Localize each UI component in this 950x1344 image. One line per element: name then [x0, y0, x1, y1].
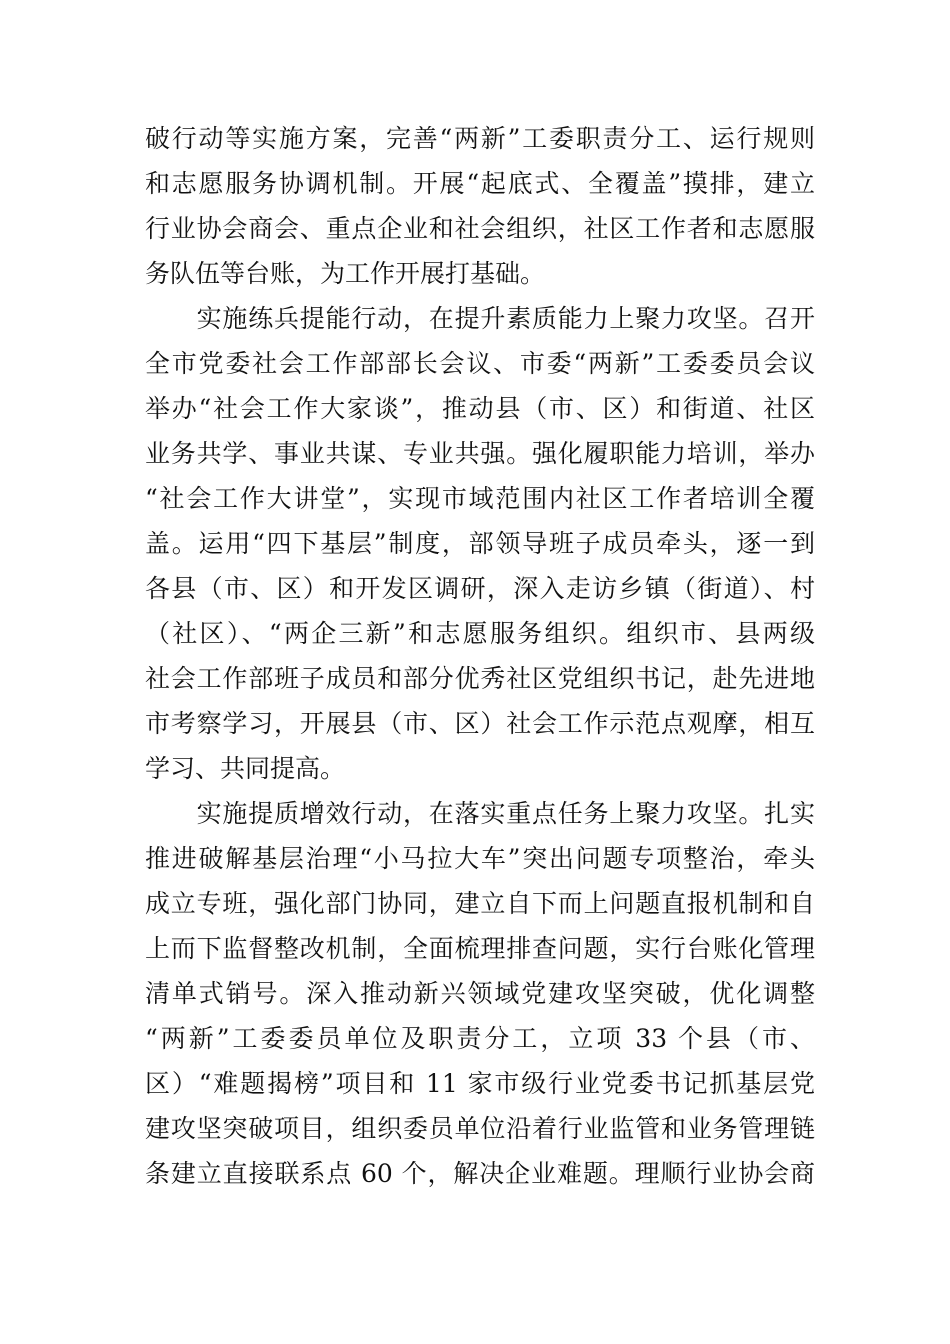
text-line: 上而下监督整改机制，全面梳理排查问题，实行台账化管理 — [145, 934, 815, 963]
text-line: 清单式销号。深入推动新兴领域党建攻坚突破，优化调整 — [145, 979, 815, 1008]
text-line: 务队伍等台账，为工作开展打基础。 — [145, 259, 546, 288]
text-line: 和志愿服务协调机制。开展“起底式、全覆盖”摸排，建立 — [145, 169, 815, 198]
text-line: （社区）、“两企三新”和志愿服务组织。组织市、县两级 — [145, 619, 815, 648]
text-line: 市考察学习，开展县（市、区）社会工作示范点观摩，相互 — [145, 709, 815, 738]
text-line: 举办“社会工作大家谈”，推动县（市、区）和街道、社区 — [145, 394, 815, 423]
text-line: “社会工作大讲堂”，实现市域范围内社区工作者培训全覆 — [145, 484, 815, 513]
text-line: 成立专班，强化部门协同，建立自下而上问题直报机制和自 — [145, 889, 815, 918]
text-line: 区）“难题揭榜”项目和 11 家市级行业党委书记抓基层党 — [145, 1069, 815, 1098]
text-line: 行业协会商会、重点企业和社会组织，社区工作者和志愿服 — [145, 214, 815, 243]
text-line: 实施练兵提能行动，在提升素质能力上聚力攻坚。召开 — [145, 304, 815, 333]
text-line: 实施提质增效行动，在落实重点任务上聚力攻坚。扎实 — [145, 799, 815, 828]
text-line: 条建立直接联系点 60 个，解决企业难题。理顺行业协会商 — [145, 1159, 815, 1188]
text-line: 破行动等实施方案，完善“两新”工委职责分工、运行规则 — [145, 124, 815, 153]
text-line: 推进破解基层治理“小马拉大车”突出问题专项整治，牵头 — [145, 844, 815, 873]
text-line: 盖。运用“四下基层”制度，部领导班子成员牵头，逐一到 — [145, 529, 815, 558]
text-line: 全市党委社会工作部部长会议、市委“两新”工委委员会议 — [145, 349, 815, 378]
text-line: 建攻坚突破项目，组织委员单位沿着行业监管和业务管理链 — [145, 1114, 815, 1143]
text-line: “两新”工委委员单位及职责分工，立项 33 个县（市、 — [145, 1024, 815, 1053]
text-line: 社会工作部班子成员和部分优秀社区党组织书记，赴先进地 — [145, 664, 815, 693]
text-line: 各县（市、区）和开发区调研，深入走访乡镇（街道）、村 — [145, 574, 815, 603]
text-line: 业务共学、事业共谋、专业共强。强化履职能力培训，举办 — [145, 439, 815, 468]
text-line: 学习、共同提高。 — [145, 754, 346, 783]
